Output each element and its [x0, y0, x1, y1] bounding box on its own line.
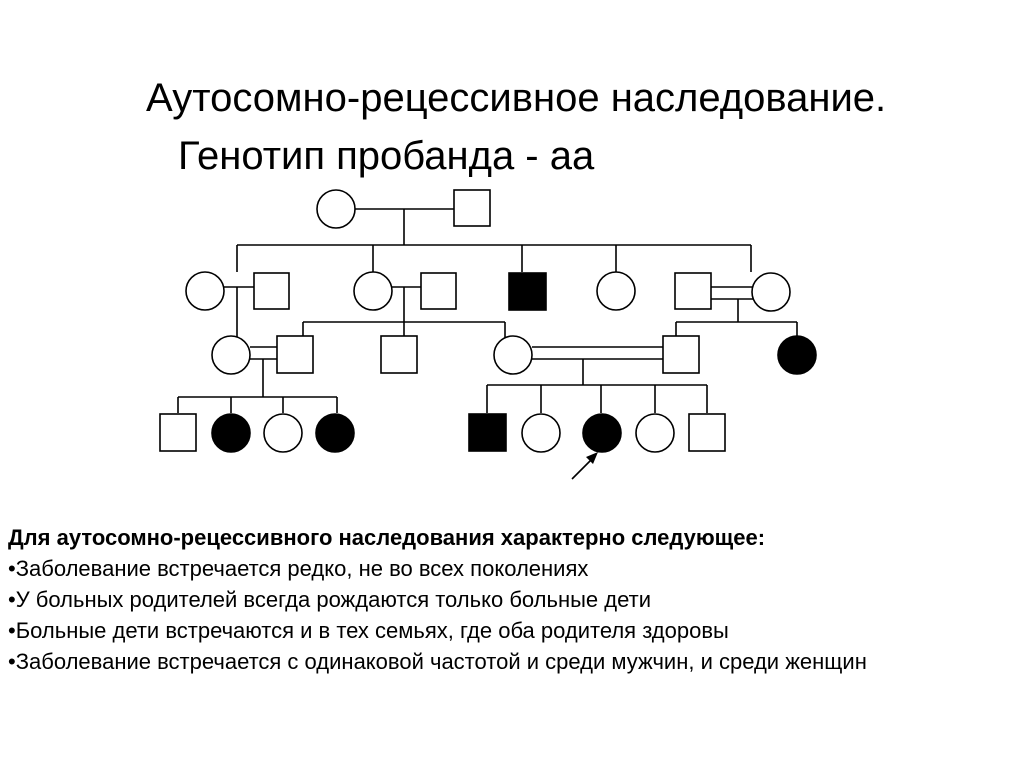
female-affected-gen4 [316, 414, 354, 452]
female-unaffected-gen4 [636, 414, 674, 452]
female-unaffected-gen2 [354, 272, 392, 310]
female-unaffected-gen4 [522, 414, 560, 452]
notes-heading: Для аутосомно-рецессивного наследования характерно следующее: [8, 525, 766, 550]
notes-bullet: •Заболевание встречается редко, не во всех поколениях [8, 556, 589, 581]
male-unaffected-gen4 [160, 414, 196, 451]
female-unaffected-gen3 [212, 336, 250, 374]
female-unaffected-gen2 [597, 272, 635, 310]
male-unaffected-gen3 [381, 336, 417, 373]
pedigree-lines [178, 209, 797, 413]
proband-female-affected [583, 414, 621, 452]
male-affected-gen2 [509, 273, 546, 310]
female-unaffected-gen3 [494, 336, 532, 374]
female-affected-gen3 [778, 336, 816, 374]
notes-block [8, 522, 867, 677]
male-unaffected-gen2 [421, 273, 456, 309]
notes-bullet: •Заболевание встречается с одинаковой частотой и среди мужчин, и среди женщин [8, 649, 867, 674]
male-unaffected-gen2 [254, 273, 289, 309]
slide-title-line2: Генотип пробанда - аа [178, 134, 595, 178]
female-unaffected-gen2 [186, 272, 224, 310]
notes-bullet: •Больные дети встречаются и в тех семьях, где оба родителя здоровы [8, 618, 729, 643]
female-affected-gen4 [212, 414, 250, 452]
male-unaffected-gen3 [663, 336, 699, 373]
notes-bullet: •У больных родителей всегда рождаются только больные дети [8, 587, 651, 612]
female-unaffected-gen4 [264, 414, 302, 452]
male-unaffected-gen1 [454, 190, 490, 226]
proband-arrow-icon [572, 452, 598, 479]
male-unaffected-gen3 [277, 336, 313, 373]
female-unaffected-gen1 [317, 190, 355, 228]
slide-title-line1: Аутосомно-рецессивное наследование. [146, 76, 887, 120]
female-unaffected-gen2 [752, 273, 790, 311]
male-unaffected-gen2 [675, 273, 711, 309]
male-affected-gen4 [469, 414, 506, 451]
male-unaffected-gen4 [689, 414, 725, 451]
